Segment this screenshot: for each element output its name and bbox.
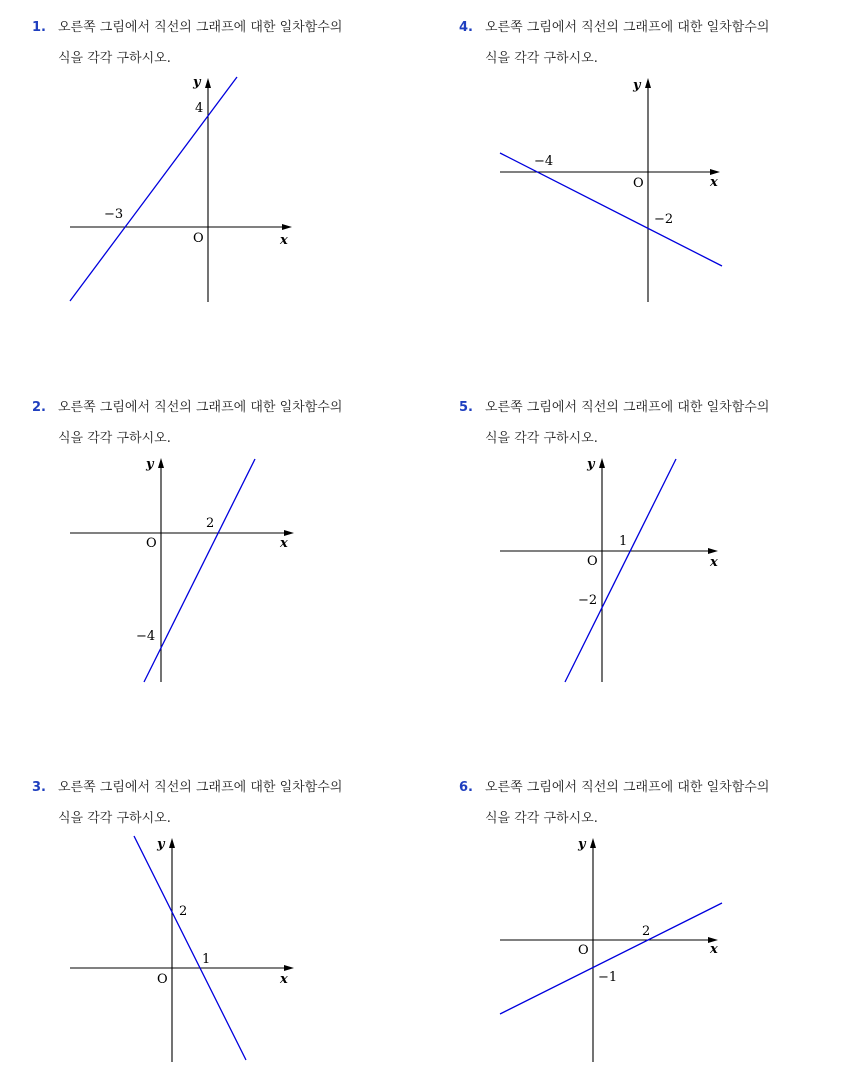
- y-axis-arrow: [169, 838, 175, 848]
- question-text-cont: 식을 각각 구하시오.: [58, 811, 171, 826]
- problem-1: [32, 12, 412, 74]
- y-axis-label: y: [587, 457, 595, 472]
- y-axis-label: y: [193, 75, 201, 90]
- x-intercept-label: −4: [534, 154, 554, 169]
- question-text-cont: 식을 각각 구하시오.: [485, 51, 598, 66]
- y-axis-label: y: [578, 837, 586, 852]
- x-axis-arrow: [708, 548, 718, 554]
- y-axis-arrow: [645, 78, 651, 88]
- x-axis-label: x: [280, 233, 288, 248]
- question-text: 오른쪽 그림에서 직선의 그래프에 대한 일차함수의: [485, 780, 770, 795]
- problem-6: [459, 772, 839, 834]
- y-axis-label: y: [633, 78, 641, 93]
- x-axis-label: x: [280, 536, 288, 551]
- y-intercept-label: −1: [598, 970, 618, 985]
- y-axis-arrow: [599, 458, 605, 468]
- y-axis-arrow: [590, 838, 596, 848]
- problem-4: [459, 12, 839, 74]
- problem-number: 4.: [459, 20, 473, 35]
- question-text-cont: 식을 각각 구하시오.: [485, 431, 598, 446]
- origin-label: O: [587, 554, 598, 569]
- graph-line: [565, 459, 676, 682]
- y-intercept-label: −2: [578, 593, 598, 608]
- question-text-cont: 식을 각각 구하시오.: [485, 811, 598, 826]
- x-intercept-label: 1: [202, 952, 211, 967]
- question-text: 오른쪽 그림에서 직선의 그래프에 대한 일차함수의: [58, 400, 343, 415]
- graph-4: [492, 70, 732, 310]
- x-intercept-label: −3: [104, 207, 124, 222]
- question-text: 오른쪽 그림에서 직선의 그래프에 대한 일차함수의: [58, 780, 343, 795]
- graph-line: [500, 153, 722, 266]
- graph-2: [62, 450, 302, 690]
- x-intercept-label: 1: [619, 534, 628, 549]
- x-axis-arrow: [284, 965, 294, 971]
- question-text-cont: 식을 각각 구하시오.: [58, 51, 171, 66]
- problem-2: [32, 392, 412, 454]
- origin-label: O: [157, 972, 168, 987]
- y-intercept-label: −4: [136, 629, 156, 644]
- x-axis-arrow: [282, 224, 292, 230]
- y-intercept-label: 4: [195, 101, 204, 116]
- origin-label: O: [633, 176, 644, 191]
- graph-line: [134, 836, 246, 1060]
- problem-5: [459, 392, 839, 454]
- x-intercept-label: 2: [642, 924, 651, 939]
- origin-label: O: [146, 536, 157, 551]
- question-text-cont: 식을 각각 구하시오.: [58, 431, 171, 446]
- x-axis-label: x: [710, 555, 718, 570]
- graph-5: [492, 450, 732, 690]
- graph-3: [62, 830, 302, 1070]
- x-axis-label: x: [710, 942, 718, 957]
- x-axis-label: x: [280, 972, 288, 987]
- graph-line: [70, 77, 237, 301]
- question-text: 오른쪽 그림에서 직선의 그래프에 대한 일차함수의: [485, 20, 770, 35]
- problem-number: 1.: [32, 20, 46, 35]
- problem-3: [32, 772, 412, 834]
- y-axis-arrow: [205, 78, 211, 88]
- graph-6: [492, 830, 732, 1070]
- y-axis-label: y: [146, 457, 154, 472]
- problem-number: 3.: [32, 780, 46, 795]
- y-intercept-label: −2: [654, 212, 674, 227]
- origin-label: O: [193, 231, 204, 246]
- problem-number: 6.: [459, 780, 473, 795]
- x-intercept-label: 2: [206, 516, 215, 531]
- problem-number: 5.: [459, 400, 473, 415]
- x-axis-label: x: [710, 175, 718, 190]
- graph-1: [62, 70, 302, 310]
- origin-label: O: [578, 943, 589, 958]
- y-intercept-label: 2: [179, 904, 188, 919]
- y-axis-label: y: [157, 837, 165, 852]
- graph-line: [500, 903, 722, 1014]
- problem-number: 2.: [32, 400, 46, 415]
- question-text: 오른쪽 그림에서 직선의 그래프에 대한 일차함수의: [485, 400, 770, 415]
- question-text: 오른쪽 그림에서 직선의 그래프에 대한 일차함수의: [58, 20, 343, 35]
- y-axis-arrow: [158, 458, 164, 468]
